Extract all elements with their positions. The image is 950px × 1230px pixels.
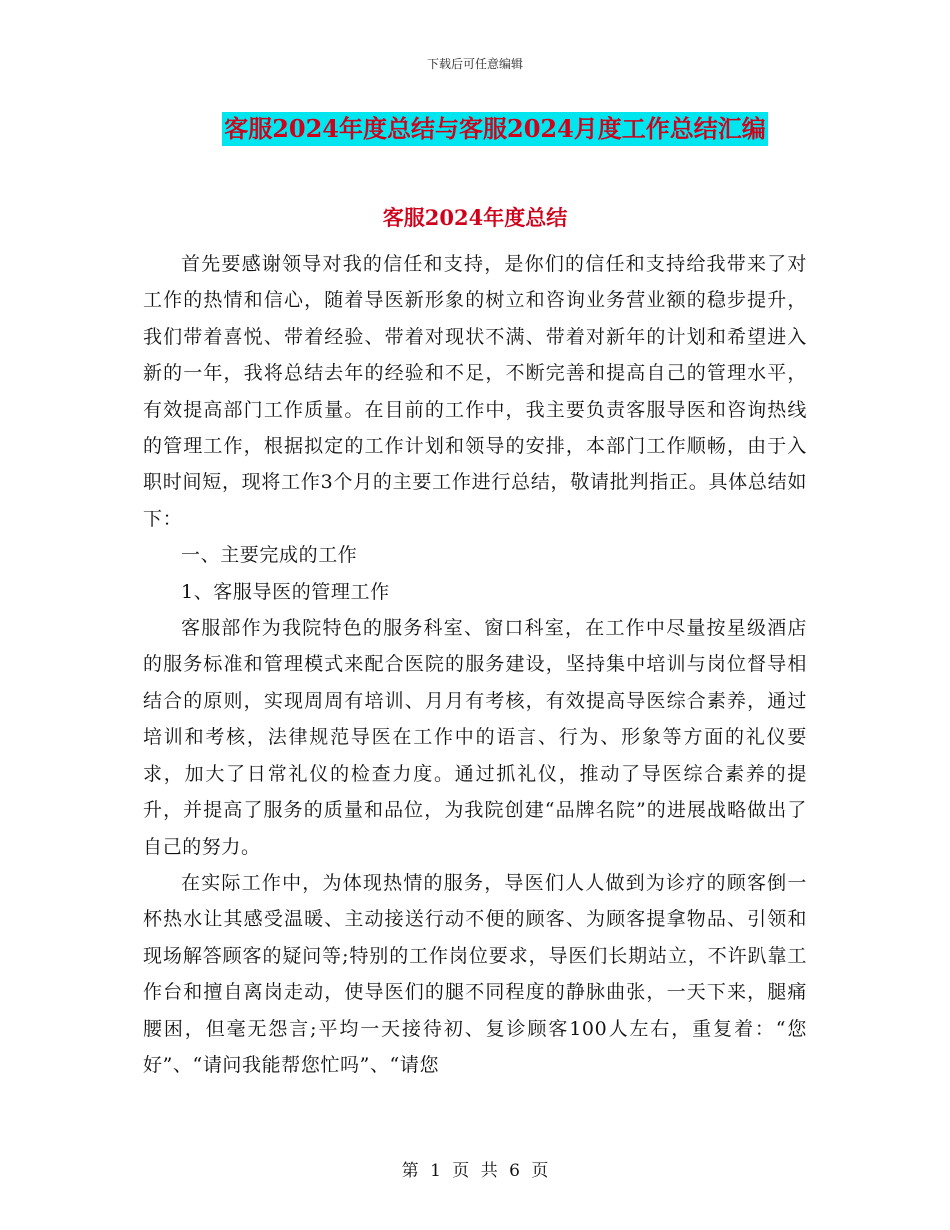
document-title-container [0, 112, 950, 146]
heading-main-work: 一、主要完成的工作 [181, 544, 358, 567]
header-note: 下载后可任意编辑 [426, 57, 523, 71]
heading-customer-service: 1、客服导医的管理工作 [181, 580, 390, 603]
section-title: 客服2024年度总结 [382, 205, 568, 230]
document-body [143, 246, 807, 1083]
paragraph-practical-work: 在实际工作中，为体现热情的服务，导医们人人做到为诊疗的顾客倒一杯热水让其感受温暖、主动接送行动不便的顾客、为顾客提拿物品、引领和现场解答顾客的疑问等;特别的工作岗位要求，导医们长期站立，不许趴靠工作台和擅自离岗走动，使导医们的腿不同程度的静脉曲张，一天下来，腿痛腰困，但毫无怨言;平均一天接待初、复诊顾客100人左右，重复着：“您好”、“请问我能帮您忙吗”、“请您 [143, 871, 807, 1076]
document-title: 客服2024年度总结与客服2024月度工作总结汇编 [222, 112, 768, 146]
paragraph-service-department: 客服部作为我院特色的服务科室、窗口科室，在工作中尽量按星级酒店的服务标准和管理模式来配合医院的服务建设，坚持集中培训与岗位督导相结合的原则，实现周周有培训、月月有考核，有效提高导医综合素养，通过培训和考核，法律规范导医在工作中的语言、行为、形象等方面的礼仪要求，加大了日常礼仪的检查力度。通过抓礼仪，推动了导医综合素养的提升，并提高了服务的质量和品位，为我院创建“品牌名院”的进展战略做出了自己的努力。 [143, 617, 807, 858]
page-footer: 第 1 页 共 6 页 [401, 1161, 549, 1181]
paragraph-intro: 首先要感谢领导对我的信任和支持，是你们的信任和支持给我带来了对工作的热情和信心，随着导医新形象的树立和咨询业务营业额的稳步提升，我们带着喜悦、带着经验、带着对现状不满、带着对新年的计划和希望进入新的一年，我将总结去年的经验和不足，不断完善和提高自己的管理水平，有效提高部门工作质量。在目前的工作中，我主要负责客服导医和咨询热线的管理工作，根据拟定的工作计划和领导的安排，本部门工作顺畅，由于入职时间短，现将工作3个月的主要工作进行总结，敬请批判指正。具体总结如下： [143, 253, 807, 530]
